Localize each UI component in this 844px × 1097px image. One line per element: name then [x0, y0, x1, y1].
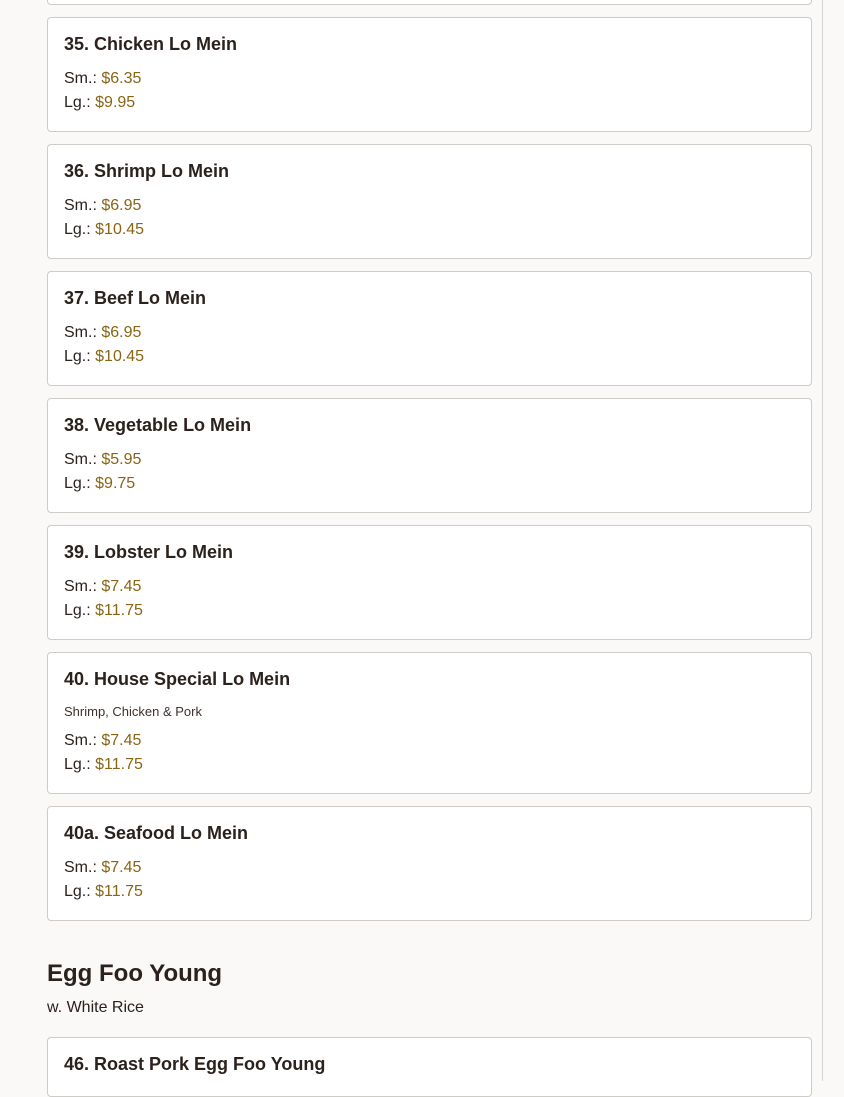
small-size-label: Sm.:	[64, 859, 97, 876]
small-size-label: Sm.:	[64, 70, 97, 87]
menu-item-name: 35. Chicken Lo Mein	[64, 34, 238, 54]
small-price: $7.45	[101, 578, 142, 595]
small-price-line	[64, 732, 141, 750]
large-size-label: Lg.:	[64, 475, 91, 492]
menu-item-description: Shrimp, Chicken & Pork	[64, 704, 202, 719]
small-price: $7.45	[101, 859, 142, 876]
large-price: $9.75	[95, 475, 136, 492]
large-size-label: Lg.:	[64, 756, 91, 773]
menu-item-card[interactable]	[47, 1037, 812, 1097]
menu-item-name: 40. House Special Lo Mein	[64, 669, 291, 689]
large-price: $10.45	[95, 348, 145, 365]
large-price: $11.75	[95, 602, 143, 619]
small-price: $6.35	[101, 70, 142, 87]
menu-item-card-partial[interactable]	[47, 0, 812, 5]
menu-item-name: 38. Vegetable Lo Mein	[64, 415, 252, 435]
menu-item-name: 37. Beef Lo Mein	[64, 288, 207, 308]
menu-item-name: 46. Roast Pork Egg Foo Young	[64, 1054, 326, 1074]
menu-item-card[interactable]	[47, 806, 812, 921]
small-price-line	[64, 197, 141, 215]
large-price-line	[64, 883, 143, 901]
section-subtitle: w. White Rice	[47, 999, 144, 1016]
small-size-label: Sm.:	[64, 324, 97, 341]
menu-item-card[interactable]	[47, 144, 812, 259]
menu-item-card[interactable]	[47, 17, 812, 132]
menu-item-card[interactable]	[47, 525, 812, 640]
large-price-line	[64, 602, 143, 620]
small-price: $6.95	[101, 197, 142, 214]
small-size-label: Sm.:	[64, 578, 97, 595]
menu-item-card[interactable]	[47, 271, 812, 386]
large-size-label: Lg.:	[64, 348, 91, 365]
section-title: Egg Foo Young	[47, 960, 223, 987]
small-price-line	[64, 578, 141, 596]
large-price-line	[64, 756, 143, 774]
small-price-line	[64, 859, 141, 877]
large-size-label: Lg.:	[64, 883, 91, 900]
menu-item-name: 36. Shrimp Lo Mein	[64, 161, 230, 181]
large-size-label: Lg.:	[64, 602, 91, 619]
large-price: $10.45	[95, 221, 145, 238]
large-price-line	[64, 221, 144, 239]
large-size-label: Lg.:	[64, 94, 91, 111]
small-size-label: Sm.:	[64, 197, 97, 214]
menu-item-name: 40a. Seafood Lo Mein	[64, 823, 249, 843]
large-size-label: Lg.:	[64, 221, 91, 238]
large-price: $11.75	[95, 756, 143, 773]
small-price-line	[64, 451, 141, 469]
small-price: $7.45	[101, 732, 142, 749]
menu-item-card[interactable]	[47, 652, 812, 794]
small-price: $5.95	[101, 451, 142, 468]
large-price: $9.95	[95, 94, 136, 111]
small-price: $6.95	[101, 324, 142, 341]
large-price-line	[64, 475, 135, 493]
menu-item-card[interactable]	[47, 398, 812, 513]
large-price-line	[64, 348, 144, 366]
large-price-line	[64, 94, 135, 112]
small-size-label: Sm.:	[64, 732, 97, 749]
small-size-label: Sm.:	[64, 451, 97, 468]
menu-item-name: 39. Lobster Lo Mein	[64, 542, 234, 562]
large-price: $11.75	[95, 883, 143, 900]
small-price-line	[64, 70, 141, 88]
small-price-line	[64, 324, 141, 342]
